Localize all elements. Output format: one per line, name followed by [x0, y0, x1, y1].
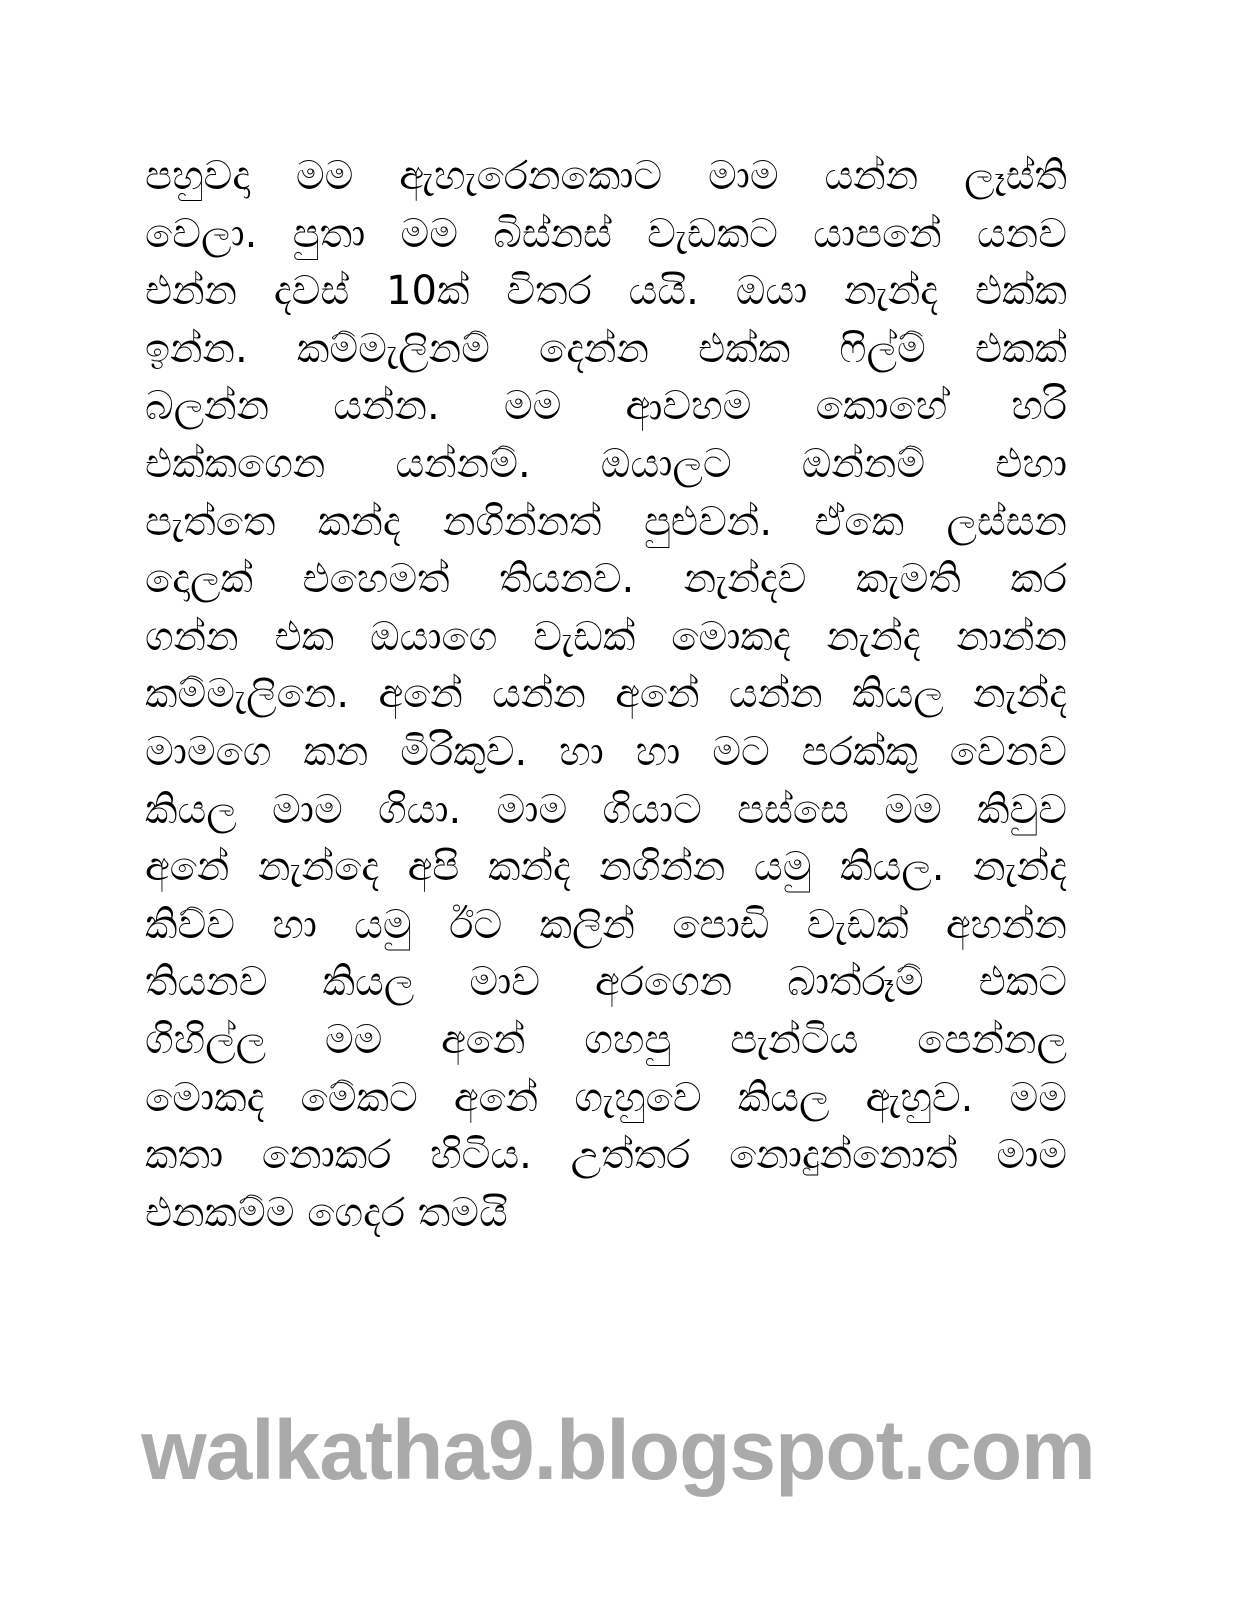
text-line: කම්මැලිනෙ. අනේ යන්න අනේ යන්න කියල නැන්ද	[145, 671, 1067, 718]
text-line: ඉන්න. කම්මැලිනම් දෙන්න එක්ක ෆිල්ම් එකක්	[145, 325, 1067, 372]
text-line: බලන්න යන්න. මම ආවහම කොහේ හරි	[145, 383, 1067, 430]
text-line: ගන්න එක ඔයාගෙ වැඩක් මොකද නැන්ද නාන්න	[145, 613, 1067, 660]
text-line: තියනව කියල මාව අරගෙන බාත්රූම් එකට	[145, 959, 1067, 1006]
text-line: මාමගෙ කන මිරිකුව. හා හා මට පරක්කු වෙනව	[145, 728, 1067, 775]
text-line: අනේ නැන්දෙ අපි කන්ද නගින්න යමු කියල. නැන්ද	[145, 844, 1067, 891]
text-line: කතා නොකර හිටිය. උත්තර නොදුන්නොත් මාම	[145, 1132, 1067, 1179]
text-line: කියල මාම ගියා. මාම ගියාට පස්සෙ මම කිවුව	[145, 786, 1067, 833]
text-line-last: එනකම්ම ගෙදර තමයි	[145, 1189, 508, 1236]
watermark: walkatha9.blogspot.com	[141, 1403, 1095, 1497]
text-line: එන්න දවස් 10ක් විතර යයි. ඔයා නැන්ද එක්ක	[145, 268, 1067, 315]
text-line: වෙලා. පුතා මම බිස්නස් වැඩකට යාපනේ යනව	[145, 210, 1067, 257]
text-line: පහුවදා මම ඇහැරෙනකොට මාම යන්න ලෑස්ති	[145, 153, 1067, 199]
text-line: එක්කගෙන යන්නම්. ඔයාලට ඔන්නම් එහා	[145, 440, 1067, 487]
text-line: ගිහිල්ල මම අනේ ගහපු පැන්ටිය පෙන්නල	[145, 1016, 1067, 1063]
text-line: කිව්ව හා යමු ඊට කලින් පොඩි වැඩක් අහන්න	[145, 901, 1067, 948]
text-line: පැත්තෙ කන්ද නගින්නත් පුළුවන්. ඒකෙ ලස්සන	[145, 498, 1067, 545]
text-line: දොලක් එහෙමත් තියනව. නැන්දව කැමති කර	[145, 556, 1067, 603]
document-body	[145, 148, 1067, 1242]
text-line: මොකද මේකට අනේ ගැහුවෙ කියල ඇහුව. මම	[145, 1074, 1067, 1121]
